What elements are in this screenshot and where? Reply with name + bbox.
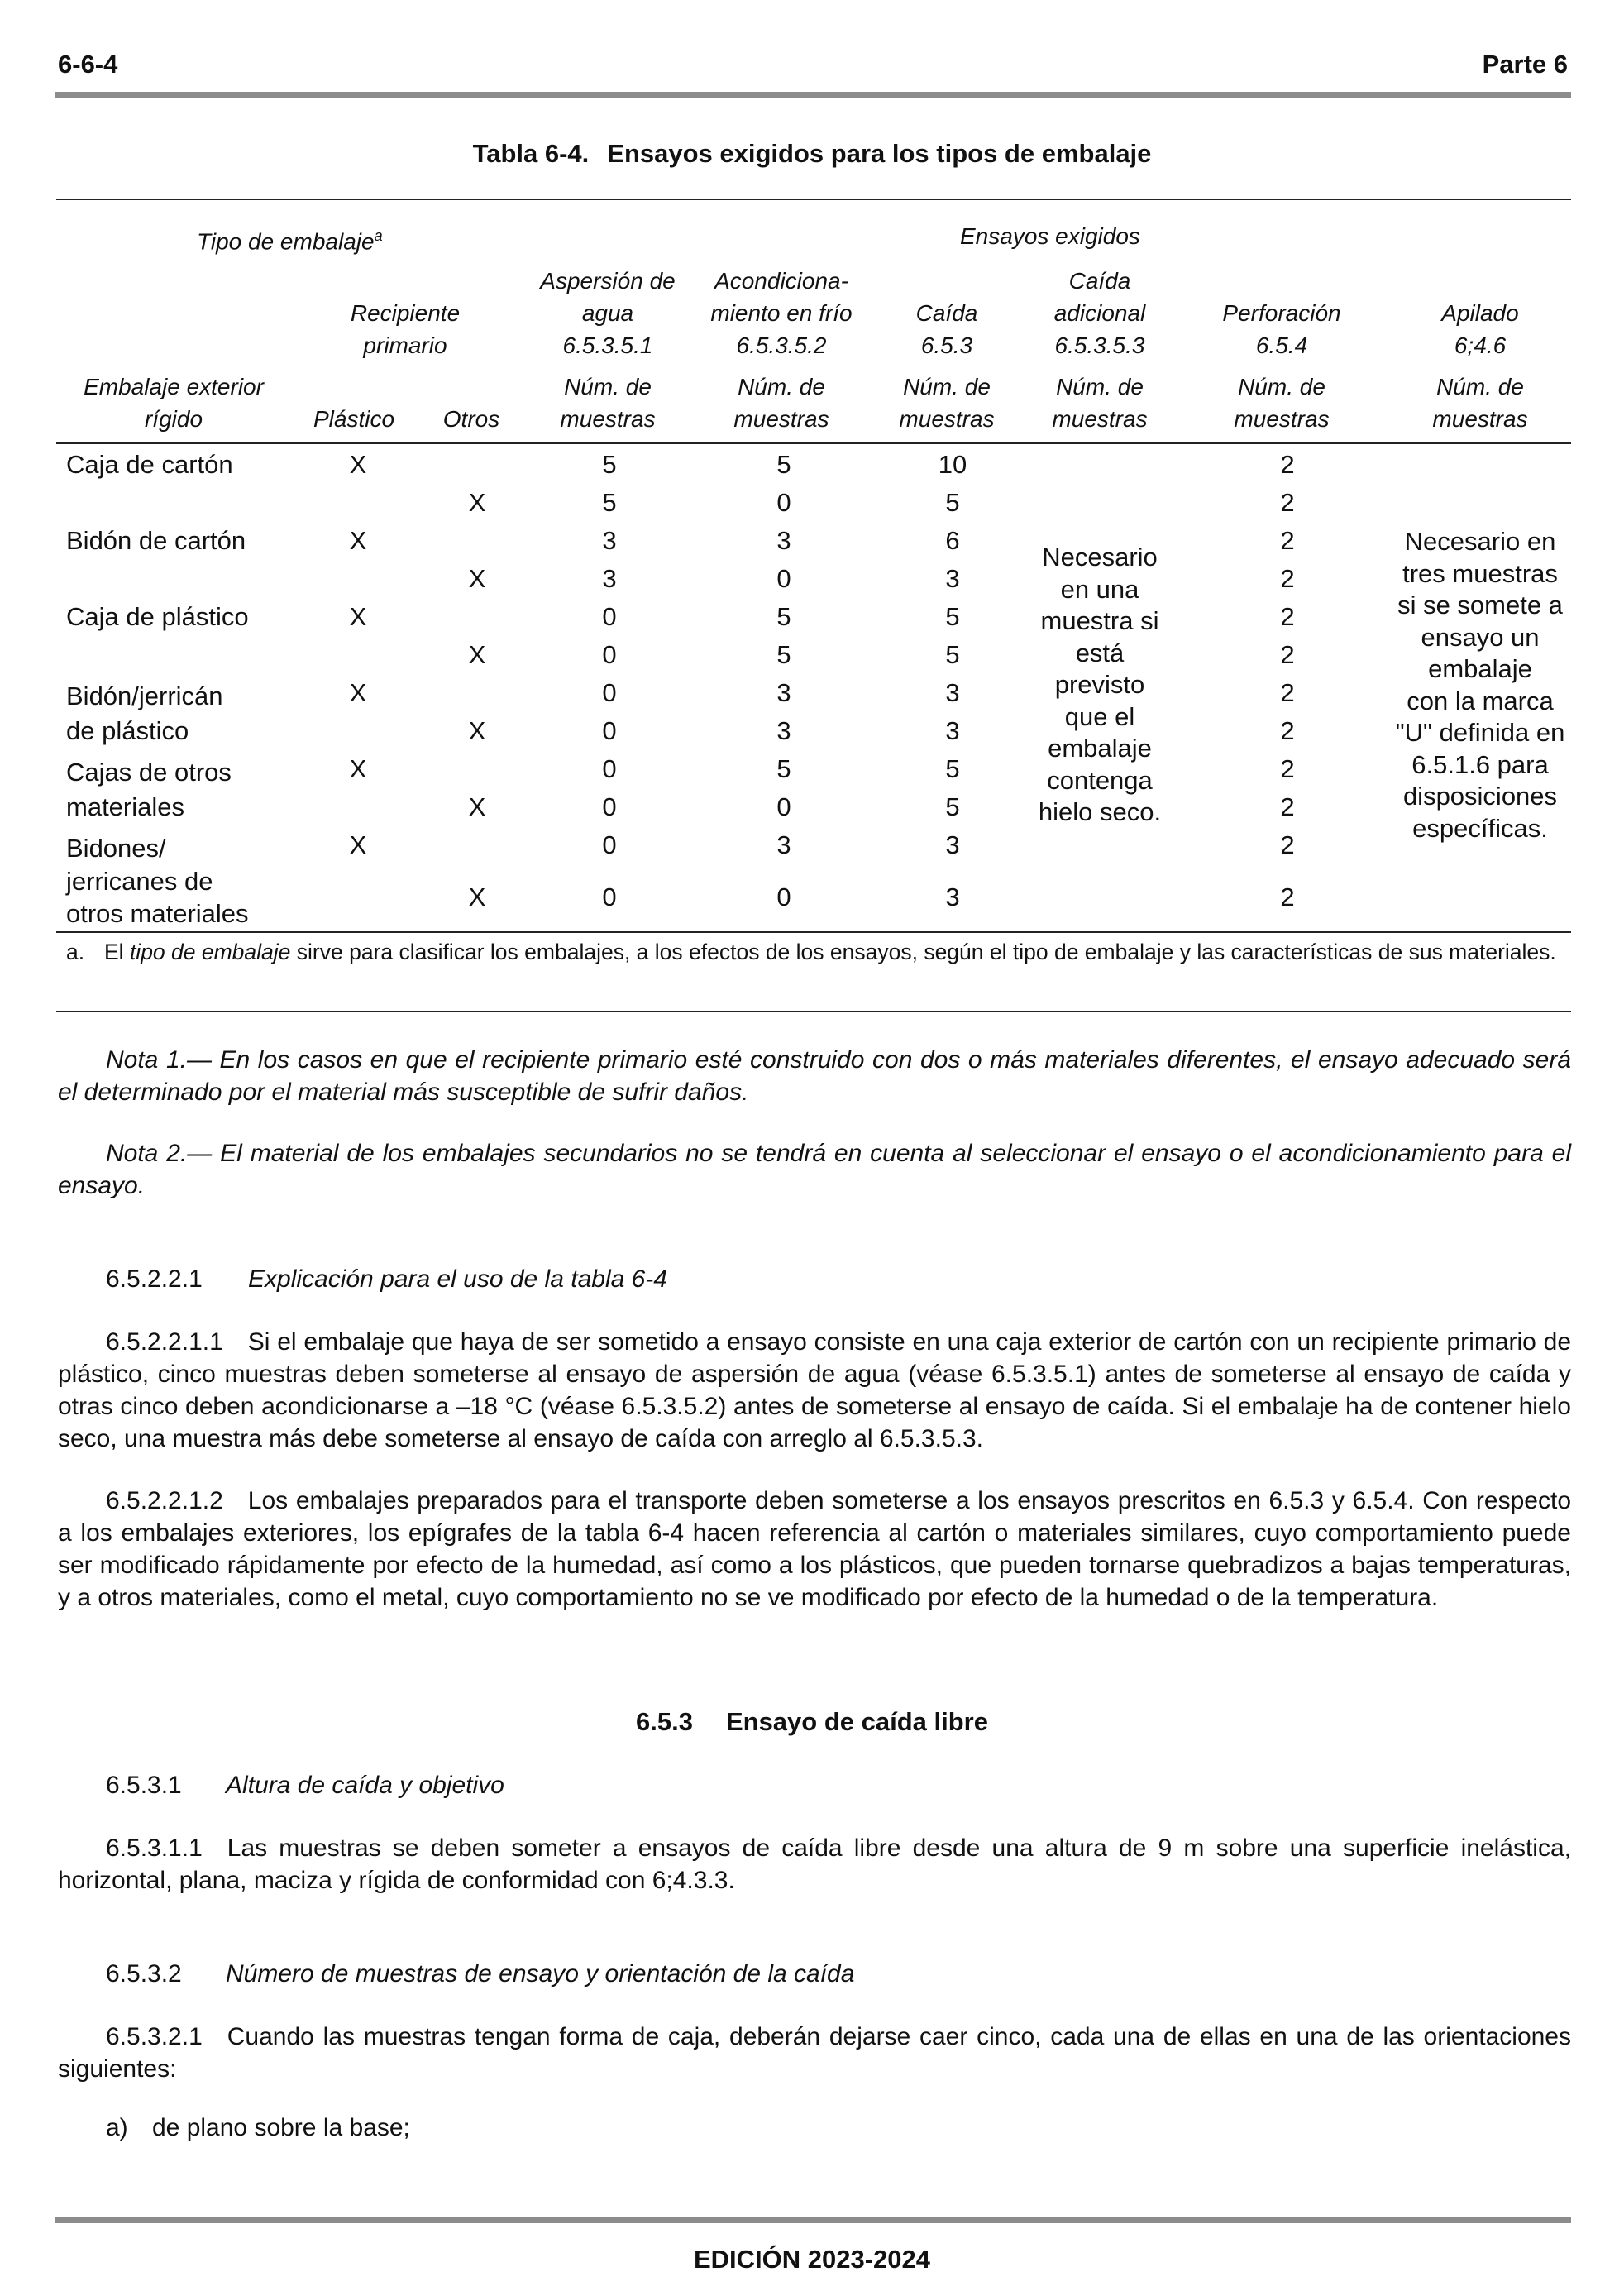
note-1: Nota 1.— En los casos en que el recipiente primario esté construido con dos o más materiales diferentes, el ensayo adecuado será el determinado por el material más susceptible de sufrir daños. — [58, 1046, 1571, 1106]
table-cell-caida: 5 — [945, 602, 960, 631]
table-cell-aspersion: 3 — [602, 564, 617, 593]
table-cell-aspersion: 0 — [602, 602, 617, 631]
table-cell-caida: 3 — [945, 564, 960, 593]
table-number: Tabla 6-4. — [472, 139, 590, 168]
table-cell-frio: 3 — [776, 678, 791, 707]
table-cell-caida: 5 — [945, 640, 960, 669]
col-perforacion-name: Perforación — [1222, 300, 1341, 326]
table-cell-plastic: X — [349, 602, 367, 631]
table-cell-caida: 5 — [945, 754, 960, 783]
col-aspersion-unit: Núm. de muestras — [560, 374, 656, 432]
table-cell-plastic: X — [349, 678, 367, 707]
table-cell-caida: 3 — [945, 678, 960, 707]
table-cell-aspersion: 0 — [602, 640, 617, 669]
col-caida-adicional-unit: Núm. de muestras — [1052, 374, 1148, 432]
table-cell-aspersion: 0 — [602, 678, 617, 707]
col-caida-adicional-ref: 6.5.3.5.3 — [1054, 332, 1145, 358]
col-perforacion-unit: Núm. de muestras — [1234, 374, 1330, 432]
table-cell-frio: 5 — [776, 602, 791, 631]
edition-footer: EDICIÓN 2023-2024 — [693, 2245, 931, 2274]
table-cell-other: X — [468, 792, 486, 821]
footer-rule — [55, 2217, 1571, 2223]
col-otros: Otros — [442, 406, 500, 432]
table-row-label: Bidón de cartón — [66, 526, 246, 555]
table-cell-perforacion: 2 — [1280, 883, 1295, 911]
table-row-label: Bidones/ — [66, 834, 166, 863]
table-row-label: Cajas de otros — [66, 758, 232, 787]
table-cell-perforacion: 2 — [1280, 488, 1295, 517]
note-2: Nota 2.— El material de los embalajes secundarios no se tendrá en cuenta al seleccionar el ensayo o el acondicionamiento para el ensayo. — [58, 1140, 1571, 1199]
table-title — [0, 139, 1624, 169]
table-row-label: materiales — [66, 792, 184, 821]
col-recipiente-primario: Recipiente primario — [350, 300, 461, 358]
table-cell-caida: 3 — [945, 830, 960, 859]
table-cell-aspersion: 0 — [602, 792, 617, 821]
table-row-label: de plástico — [66, 716, 189, 745]
col-frio-unit: Núm. de muestras — [733, 374, 829, 432]
section-6-5-2-2-1: 6.5.2.2.1 Explicación para el uso de la tabla 6-4 — [106, 1265, 667, 1293]
table-cell-plastic: X — [349, 754, 367, 783]
table-cell-perforacion: 2 — [1280, 450, 1295, 479]
table-cell-other: X — [468, 564, 486, 593]
header-rule — [55, 92, 1571, 98]
paragraph-6-5-2-2-1-1: 6.5.2.2.1.1 Si el embalaje que haya de ser sometido a ensayo consiste en una caja exterior de cartón con un recipiente primario de plástico, cinco muestras deben someterse al ensayo de aspersión de agua (véase 6.5.3.5.1) antes de someterse al ensayo de caída y otras cinco deben acondicionarse a –18 °C (véase 6.5.3.5.2) antes de someterse al ensayo de caída. Si el embalaje ha de contener hielo seco, una muestra más debe someterse al ensayo de caída con arreglo al 6.5.3.5.3. — [58, 1328, 1571, 1452]
col-aspersion-name: Aspersión de agua — [540, 268, 676, 326]
table-title-text: Ensayos exigidos para los tipos de embalaje — [607, 139, 1152, 168]
table-cell-perforacion: 2 — [1280, 792, 1295, 821]
col-aspersion-ref: 6.5.3.5.1 — [562, 332, 653, 358]
table-row-label: Bidón/jerricán — [66, 682, 223, 710]
paragraph-6-5-2-2-1-2: 6.5.2.2.1.2 Los embalajes preparados para el transporte deben someterse a los ensayos prescritos en 6.5.3 y 6.5.4. Con respecto a los embalajes exteriores, los epígrafes de la tabla 6-4 hacen referencia al cartón o materiales similares, cuyo comportamiento puede ser modificado rápidamente por efecto de la humedad, así como a los plásticos, que pueden tornarse quebradizos a bajas temperaturas, y a otros materiales, como el metal, cuyo comportamiento no se ve modificado por efecto de la humedad o de la temperatura. — [58, 1487, 1571, 1611]
table-row-label: Caja de cartón — [66, 450, 233, 479]
table-cell-perforacion: 2 — [1280, 754, 1295, 783]
table-cell-frio: 3 — [776, 830, 791, 859]
table-cell-aspersion: 0 — [602, 716, 617, 745]
caida-adicional-note: Necesario en una muestra si está previsto que el embalaje contenga hielo seco. — [1038, 543, 1162, 826]
table-cell-caida: 5 — [945, 792, 960, 821]
table-cell-frio: 5 — [776, 640, 791, 669]
group-ensayos-exigidos: Ensayos exigidos — [960, 223, 1140, 249]
list-item-a: a) de plano sobre la base; — [106, 2114, 410, 2141]
group-tipo-embalaje: Tipo de embalaje$^a$ — [197, 227, 383, 255]
table-cell-perforacion: 2 — [1280, 602, 1295, 631]
table-cell-frio: 0 — [776, 488, 791, 517]
table-cell-frio: 0 — [776, 564, 791, 593]
table-cell-caida: 5 — [945, 488, 960, 517]
table-header-rule — [56, 442, 1571, 444]
paragraph-6-5-3-1-1: 6.5.3.1.1 Las muestras se deben someter a ensayos de caída libre desde una altura de 9 m sobre una superficie inelástica, horizontal, plana, maciza y rígida de conformidad con 6;4.3.3. — [58, 1834, 1571, 1894]
part-label: Parte 6 — [1482, 50, 1568, 79]
table-cell-other: X — [468, 488, 486, 517]
section-6-5-3-1: 6.5.3.1 Altura de caída y objetivo — [106, 1772, 504, 1799]
col-caida-name: Caída — [915, 300, 978, 326]
table-cell-caida: 10 — [938, 450, 967, 479]
table-cell-aspersion: 0 — [602, 830, 617, 859]
table-cell-plastic: X — [349, 830, 367, 859]
footnote-mark: a. — [66, 940, 85, 964]
table-cell-perforacion: 2 — [1280, 526, 1295, 555]
table-row-label: Caja de plástico — [66, 602, 249, 631]
col-frio-name: Acondiciona- miento en frío — [710, 268, 853, 326]
table-cell-perforacion: 2 — [1280, 716, 1295, 745]
table-cell-aspersion: 5 — [602, 450, 617, 479]
table-row-label: jerricanes de otros materiales — [66, 867, 249, 928]
table-cell-perforacion: 2 — [1280, 678, 1295, 707]
table-cell-frio: 3 — [776, 526, 791, 555]
table-footnote: a. El tipo de embalaje sirve para clasificar los embalajes, a los efectos de los ensayos, según el tipo de embalaje y las características de sus materiales. — [66, 936, 1571, 969]
col-apilado-name: Apilado — [1441, 300, 1519, 326]
table-top-rule — [56, 199, 1571, 200]
page-number: 6-6-4 — [58, 50, 118, 79]
paragraph-6-5-3-2-1: 6.5.3.2.1 Cuando las muestras tengan forma de caja, deberán dejarse caer cinco, cada una de ellas en una de las orientaciones siguientes: — [58, 2023, 1571, 2083]
table-cell-plastic: X — [349, 450, 367, 479]
col-frio-ref: 6.5.3.5.2 — [736, 332, 827, 358]
table-cell-aspersion: 0 — [602, 883, 617, 911]
table-cell-perforacion: 2 — [1280, 564, 1295, 593]
table-cell-frio: 3 — [776, 716, 791, 745]
table-cell-frio: 0 — [776, 792, 791, 821]
table-cell-frio: 5 — [776, 450, 791, 479]
table-bottom-rule — [56, 1011, 1571, 1012]
table-cell-caida: 6 — [945, 526, 960, 555]
table-cell-plastic: X — [349, 526, 367, 555]
table-cell-aspersion: 0 — [602, 754, 617, 783]
table-cell-caida: 3 — [945, 716, 960, 745]
col-perforacion-ref: 6.5.4 — [1255, 332, 1308, 358]
apilado-note: Necesario en tres muestras si se somete a ensayo un embalaje con la marca "U" definida en 6.5.1.6 para disposiciones específicas. — [1395, 527, 1565, 843]
table-cell-perforacion: 2 — [1280, 640, 1295, 669]
table-cell-other: X — [468, 716, 486, 745]
table-cell-caida: 3 — [945, 883, 960, 911]
heading-6-5-3: 6.5.3 Ensayo de caída libre — [636, 1707, 988, 1736]
col-plastico: Plástico — [313, 406, 395, 432]
col-caida-adicional-name: Caída adicional — [1053, 268, 1146, 326]
col-caida-ref: 6.5.3 — [920, 332, 973, 358]
table-cell-perforacion: 2 — [1280, 830, 1295, 859]
table-cell-other: X — [468, 640, 486, 669]
table-cell-frio: 5 — [776, 754, 791, 783]
table-cell-aspersion: 3 — [602, 526, 617, 555]
table-cell-frio: 0 — [776, 883, 791, 911]
table-cell-aspersion: 5 — [602, 488, 617, 517]
col-apilado-ref: 6;4.6 — [1454, 332, 1507, 358]
table-footnote-rule — [56, 931, 1571, 933]
col-apilado-unit: Núm. de muestras — [1432, 374, 1528, 432]
table-cell-other: X — [468, 883, 486, 911]
section-6-5-3-2: 6.5.3.2 Número de muestras de ensayo y orientación de la caída — [106, 1960, 855, 1987]
col-caida-unit: Núm. de muestras — [899, 374, 995, 432]
col-embalaje-exterior: Embalaje exterior rígido — [84, 374, 264, 432]
